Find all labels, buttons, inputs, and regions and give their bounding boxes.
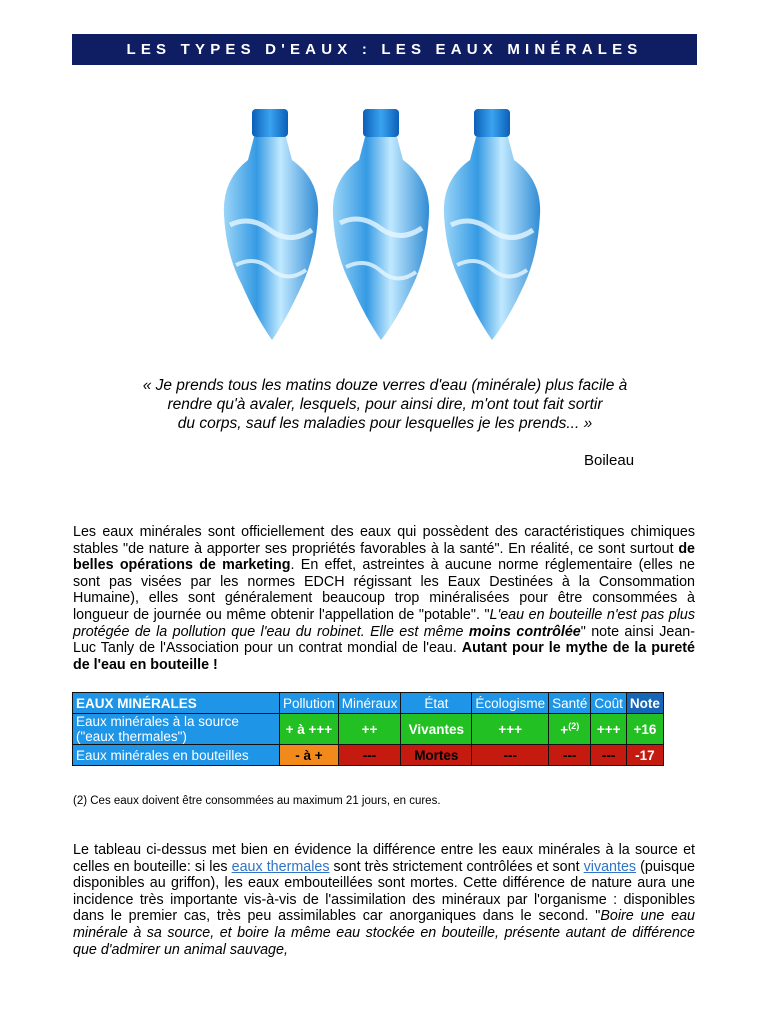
text: " note ainsi Jean-Luc Tanly de l'Association pour un contrat mondial de l'eau.	[73, 623, 695, 657]
cell: -17	[626, 745, 663, 766]
col-header: Coût	[591, 693, 627, 714]
footnote: (2) Ces eaux doivent être consommées au maximum 21 jours, en cures.	[73, 795, 441, 807]
col-header: Note	[626, 693, 663, 714]
eaux-thermales-link[interactable]: eaux thermales	[231, 858, 330, 875]
italic-text: L'eau en bouteille n'est pas plus protégée de la pollution que l'eau du robinet. Elle est même	[73, 606, 695, 640]
text: Le tableau ci-dessus met bien en évidence la différence entre les eaux minérales à la source et celles en bouteille: si les	[73, 842, 695, 875]
col-header: État	[401, 693, 472, 714]
cell: - à +	[280, 745, 339, 766]
page-title: LES TYPES D'EAUX : LES EAUX MINÉRALES	[72, 34, 697, 65]
bold-text: de belles opérations de marketing	[73, 540, 695, 574]
text: sont très strictement contrôlées et sont	[329, 858, 584, 875]
col-header: Pollution	[280, 693, 339, 714]
table-row	[73, 714, 664, 745]
footnote-ref: (2)	[568, 720, 580, 731]
cell: + à +++	[280, 714, 339, 745]
water-bottles-illustration	[190, 105, 570, 345]
row-label	[73, 714, 280, 745]
italic-text: Boire une eau minérale à sa source, et boire la même eau stockée en bouteille, présente autant de différence que d'admirer un animal sauvage,	[73, 908, 695, 958]
text: Les eaux minérales sont officiellement des eaux qui possèdent des caractéristiques chimiques stables "de nature à apporter ses propriétés favorables à la santé". En réalité, ce sont surtout	[73, 524, 695, 557]
table-header-row	[73, 693, 664, 714]
cell: +++	[472, 714, 549, 745]
intro-paragraph	[73, 524, 695, 673]
text: (puisque disponibles au griffon), les eaux embouteillées sont mortes. Cette différence de nature aura une incidence très importante vis-à-vis de l'assimilation des minéraux par l'organisme : disponibles dans le premier cas, très peu assimilables car anorganiques dans le second. "	[73, 858, 695, 925]
cell: Vivantes	[401, 714, 472, 745]
bold-italic-text: moins contrôlée	[468, 623, 581, 640]
quote-author: Boileau	[584, 452, 635, 469]
cell: +16	[626, 714, 663, 745]
row-label-line: Eaux minérales à la source	[76, 714, 239, 729]
col-header: Santé	[549, 693, 591, 714]
comparison-table	[72, 692, 664, 766]
table-row	[73, 745, 664, 766]
cell: +++	[591, 714, 627, 745]
vivantes-link[interactable]: vivantes	[583, 858, 637, 875]
text: . En effet, astreintes à aucune norme réglementaire (elles ne sont pas visées par les normes EDCH régissant les Eaux Destinées à la Consommation Humaine), elles sont généralement beaucoup trop minéralisées pour être consommées à longueur de journée ou même obtenir l'appellation de "potable". "	[73, 557, 695, 623]
analysis-paragraph	[73, 842, 695, 958]
bold-text: Autant pour le mythe de la pureté de l'eau en bouteille !	[73, 640, 695, 673]
bottle-middle	[333, 109, 429, 340]
cell: ---	[472, 745, 549, 766]
col-header: Écologisme	[472, 693, 549, 714]
bottle-left	[224, 109, 318, 340]
cell: ---	[549, 745, 591, 766]
col-header: EAUX MINÉRALES	[73, 693, 280, 714]
cell: ---	[591, 745, 627, 766]
quote	[80, 376, 690, 433]
col-header: Minéraux	[338, 693, 401, 714]
cell: ---	[338, 745, 401, 766]
row-label-line: ("eaux thermales")	[76, 729, 187, 744]
quote-line: rendre qu'à avaler, lesquels, pour ainsi dire, m'ont tout fait sortir	[167, 396, 603, 413]
cell	[549, 714, 591, 745]
quote-line: « Je prends tous les matins douze verres d'eau (minérale) plus facile à	[142, 377, 628, 394]
cell: Mortes	[401, 745, 472, 766]
cell-value: +	[560, 722, 569, 738]
row-label: Eaux minérales en bouteilles	[73, 745, 280, 766]
quote-line: du corps, sauf les maladies pour lesquelles je les prends... »	[177, 415, 593, 432]
bottle-right	[444, 109, 540, 340]
cell: ++	[338, 714, 401, 745]
